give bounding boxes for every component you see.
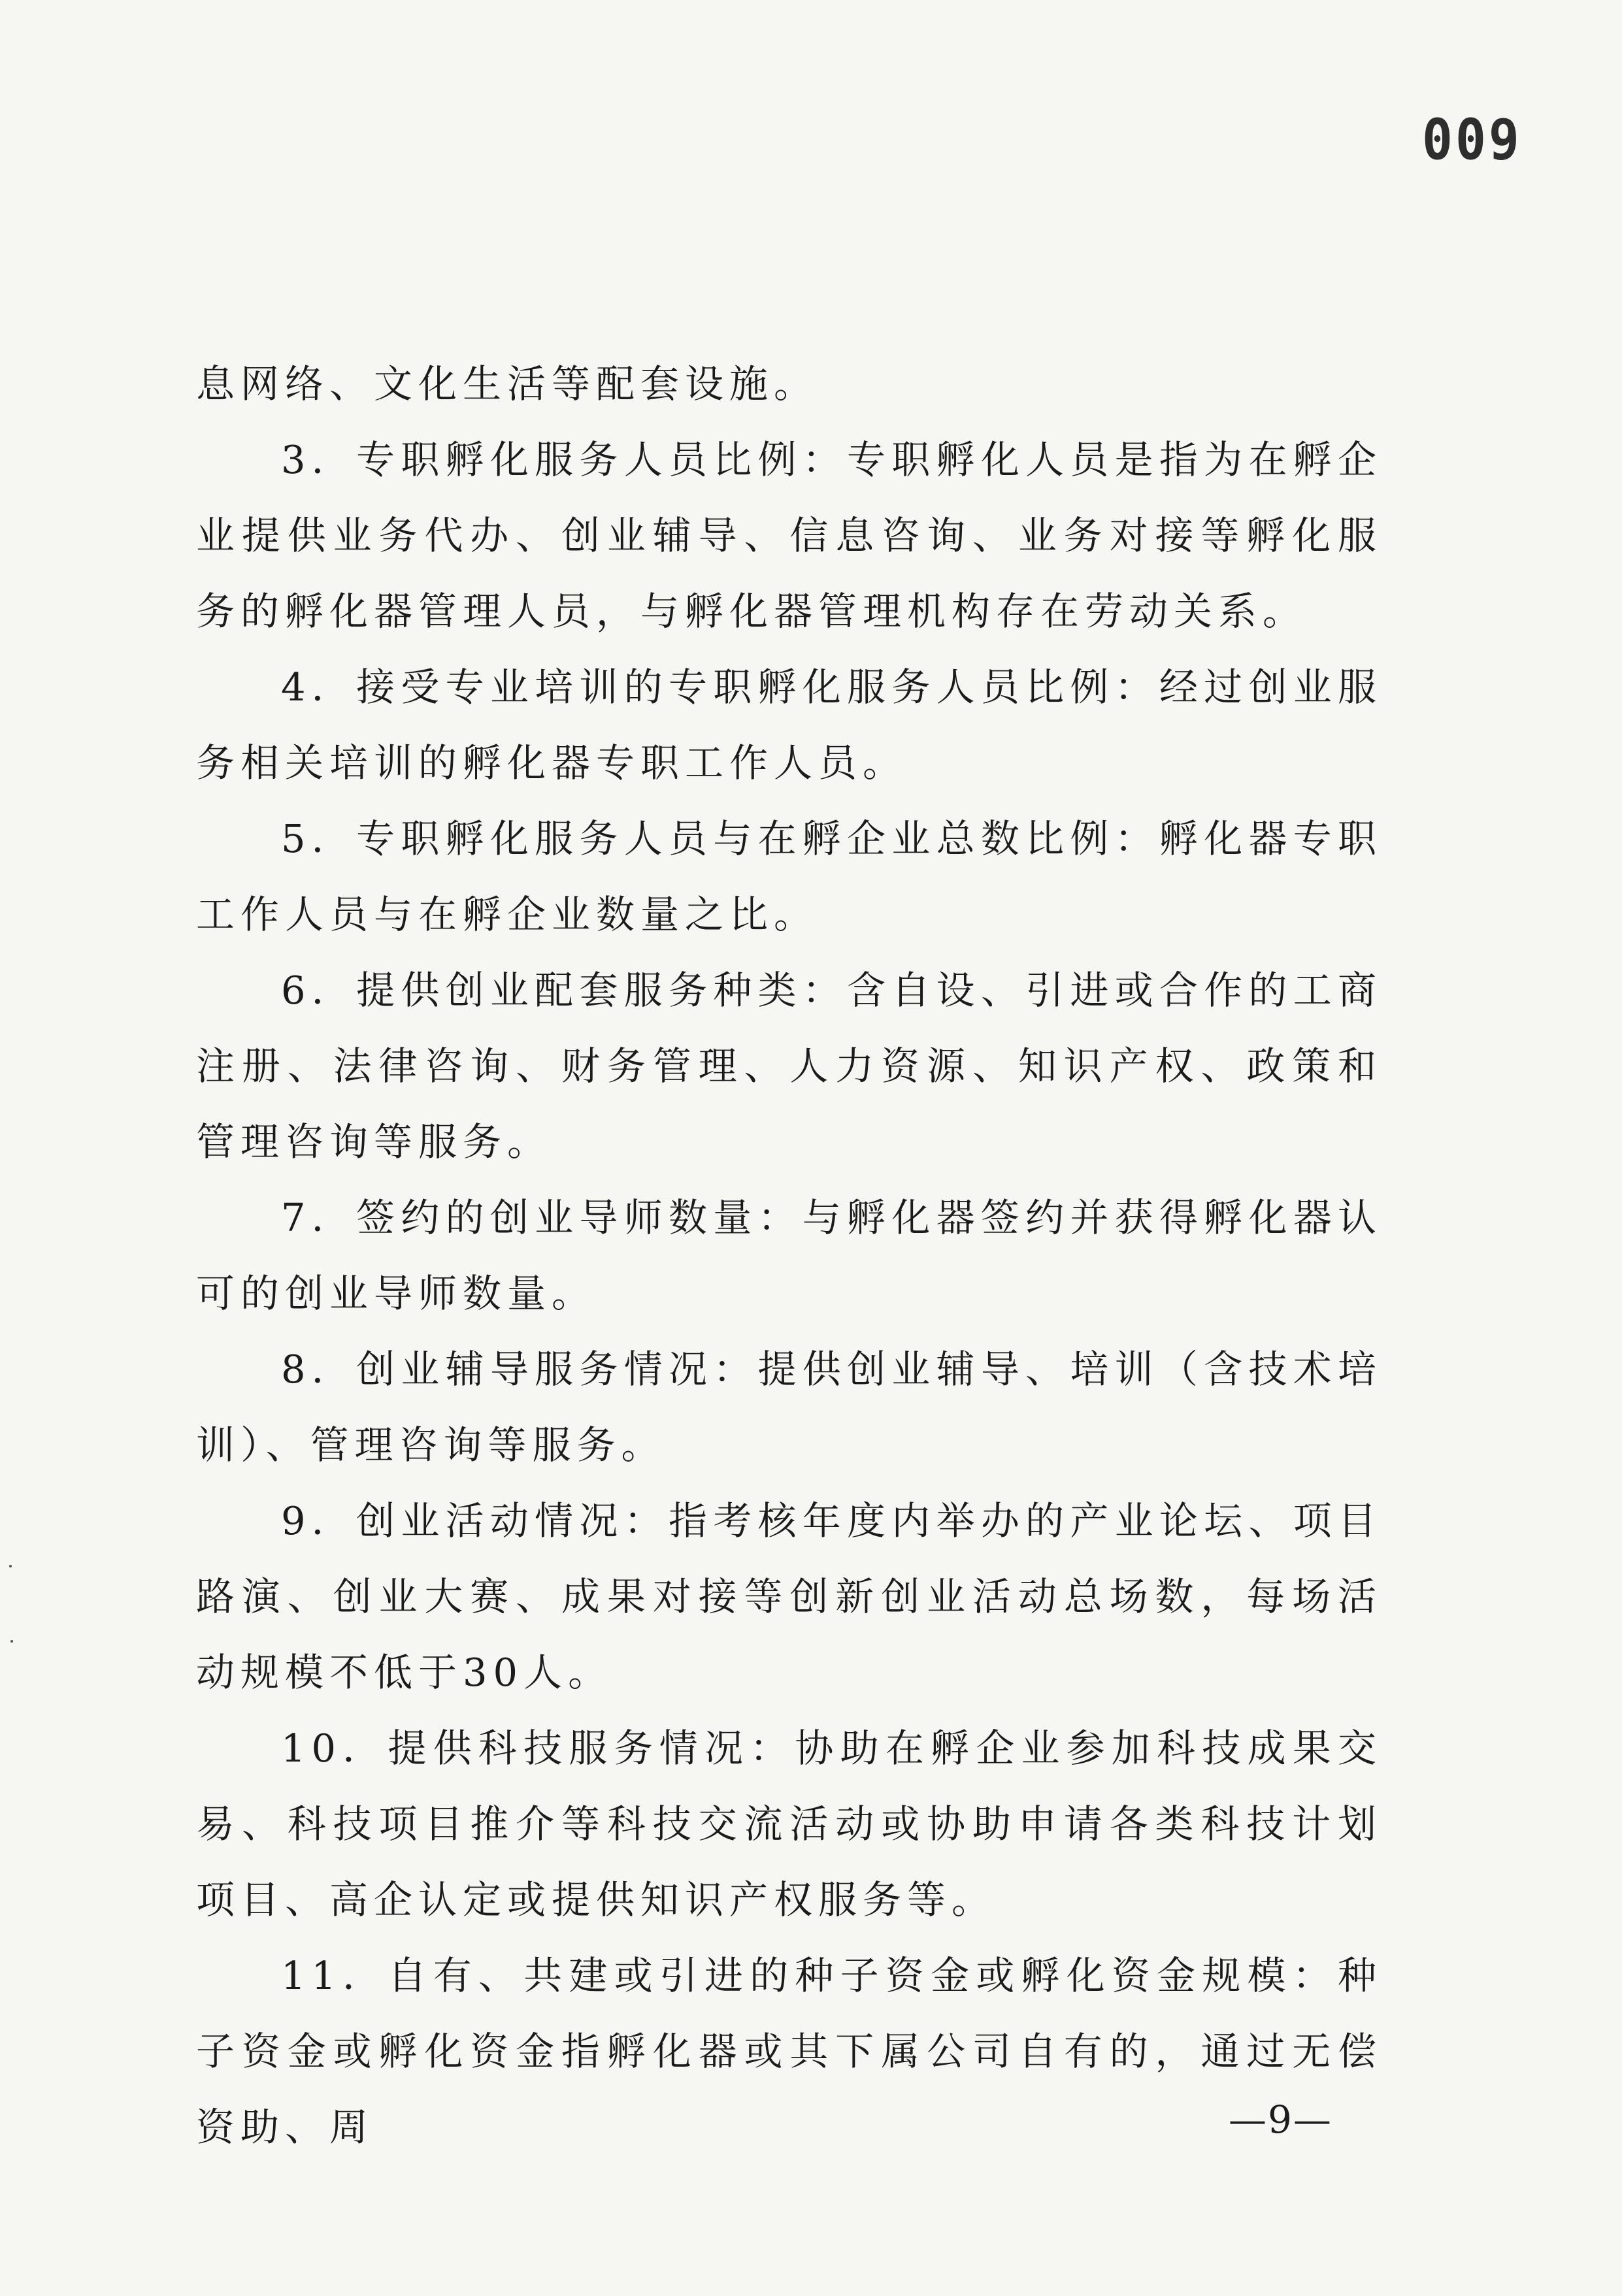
paragraph-item-11: 11．自有、共建或引进的种子资金或孵化资金规模：种子资金或孵化资金指孵化器或其下属公司自有的，通过无偿资助、周 [196, 1953, 1382, 2150]
paragraph-item-7: 7．签约的创业导师数量：与孵化器签约并获得孵化器认可的创业导师数量。 [196, 1195, 1382, 1316]
paragraph-item-5: 5．专职孵化服务人员与在孵企业总数比例：孵化器专职工作人员与在孵企业数量之比。 [196, 816, 1382, 937]
scan-speck [10, 1640, 13, 1643]
paragraph-item-10: 10．提供科技服务情况：协助在孵企业参加科技成果交易、科技项目推介等科技交流活动或协助申请各类科技计划项目、高企认定或提供知识产权服务等。 [196, 1726, 1382, 1922]
paragraph-item-8: 8．创业辅导服务情况：提供创业辅导、培训（含技术培训）、管理咨询等服务。 [196, 1347, 1382, 1468]
paragraph-item-9: 9．创业活动情况：指考核年度内举办的产业论坛、项目路演、创业大赛、成果对接等创新创业活动总场数，每场活动规模不低于30人。 [196, 1498, 1382, 1695]
paragraph-item-6: 6．提供创业配套服务种类：含自设、引进或合作的工商注册、法律咨询、财务管理、人力资源、知识产权、政策和管理咨询等服务。 [196, 968, 1382, 1164]
archive-number-stamp: 009 [1422, 108, 1522, 173]
paragraph-item-3: 3．专职孵化服务人员比例：专职孵化人员是指为在孵企业提供业务代办、创业辅导、信息咨询、业务对接等孵化服务的孵化器管理人员，与孵化器管理机构存在劳动关系。 [196, 437, 1382, 634]
document-body [196, 346, 1382, 2165]
scan-speck [9, 1565, 12, 1567]
page-number: —9— [1229, 2097, 1332, 2142]
paragraph-item-4: 4．接受专业培训的专职孵化服务人员比例：经过创业服务相关培训的孵化器专职工作人员。 [196, 664, 1382, 785]
paragraph-continuation: 息网络、文化生活等配套设施。 [196, 361, 819, 406]
